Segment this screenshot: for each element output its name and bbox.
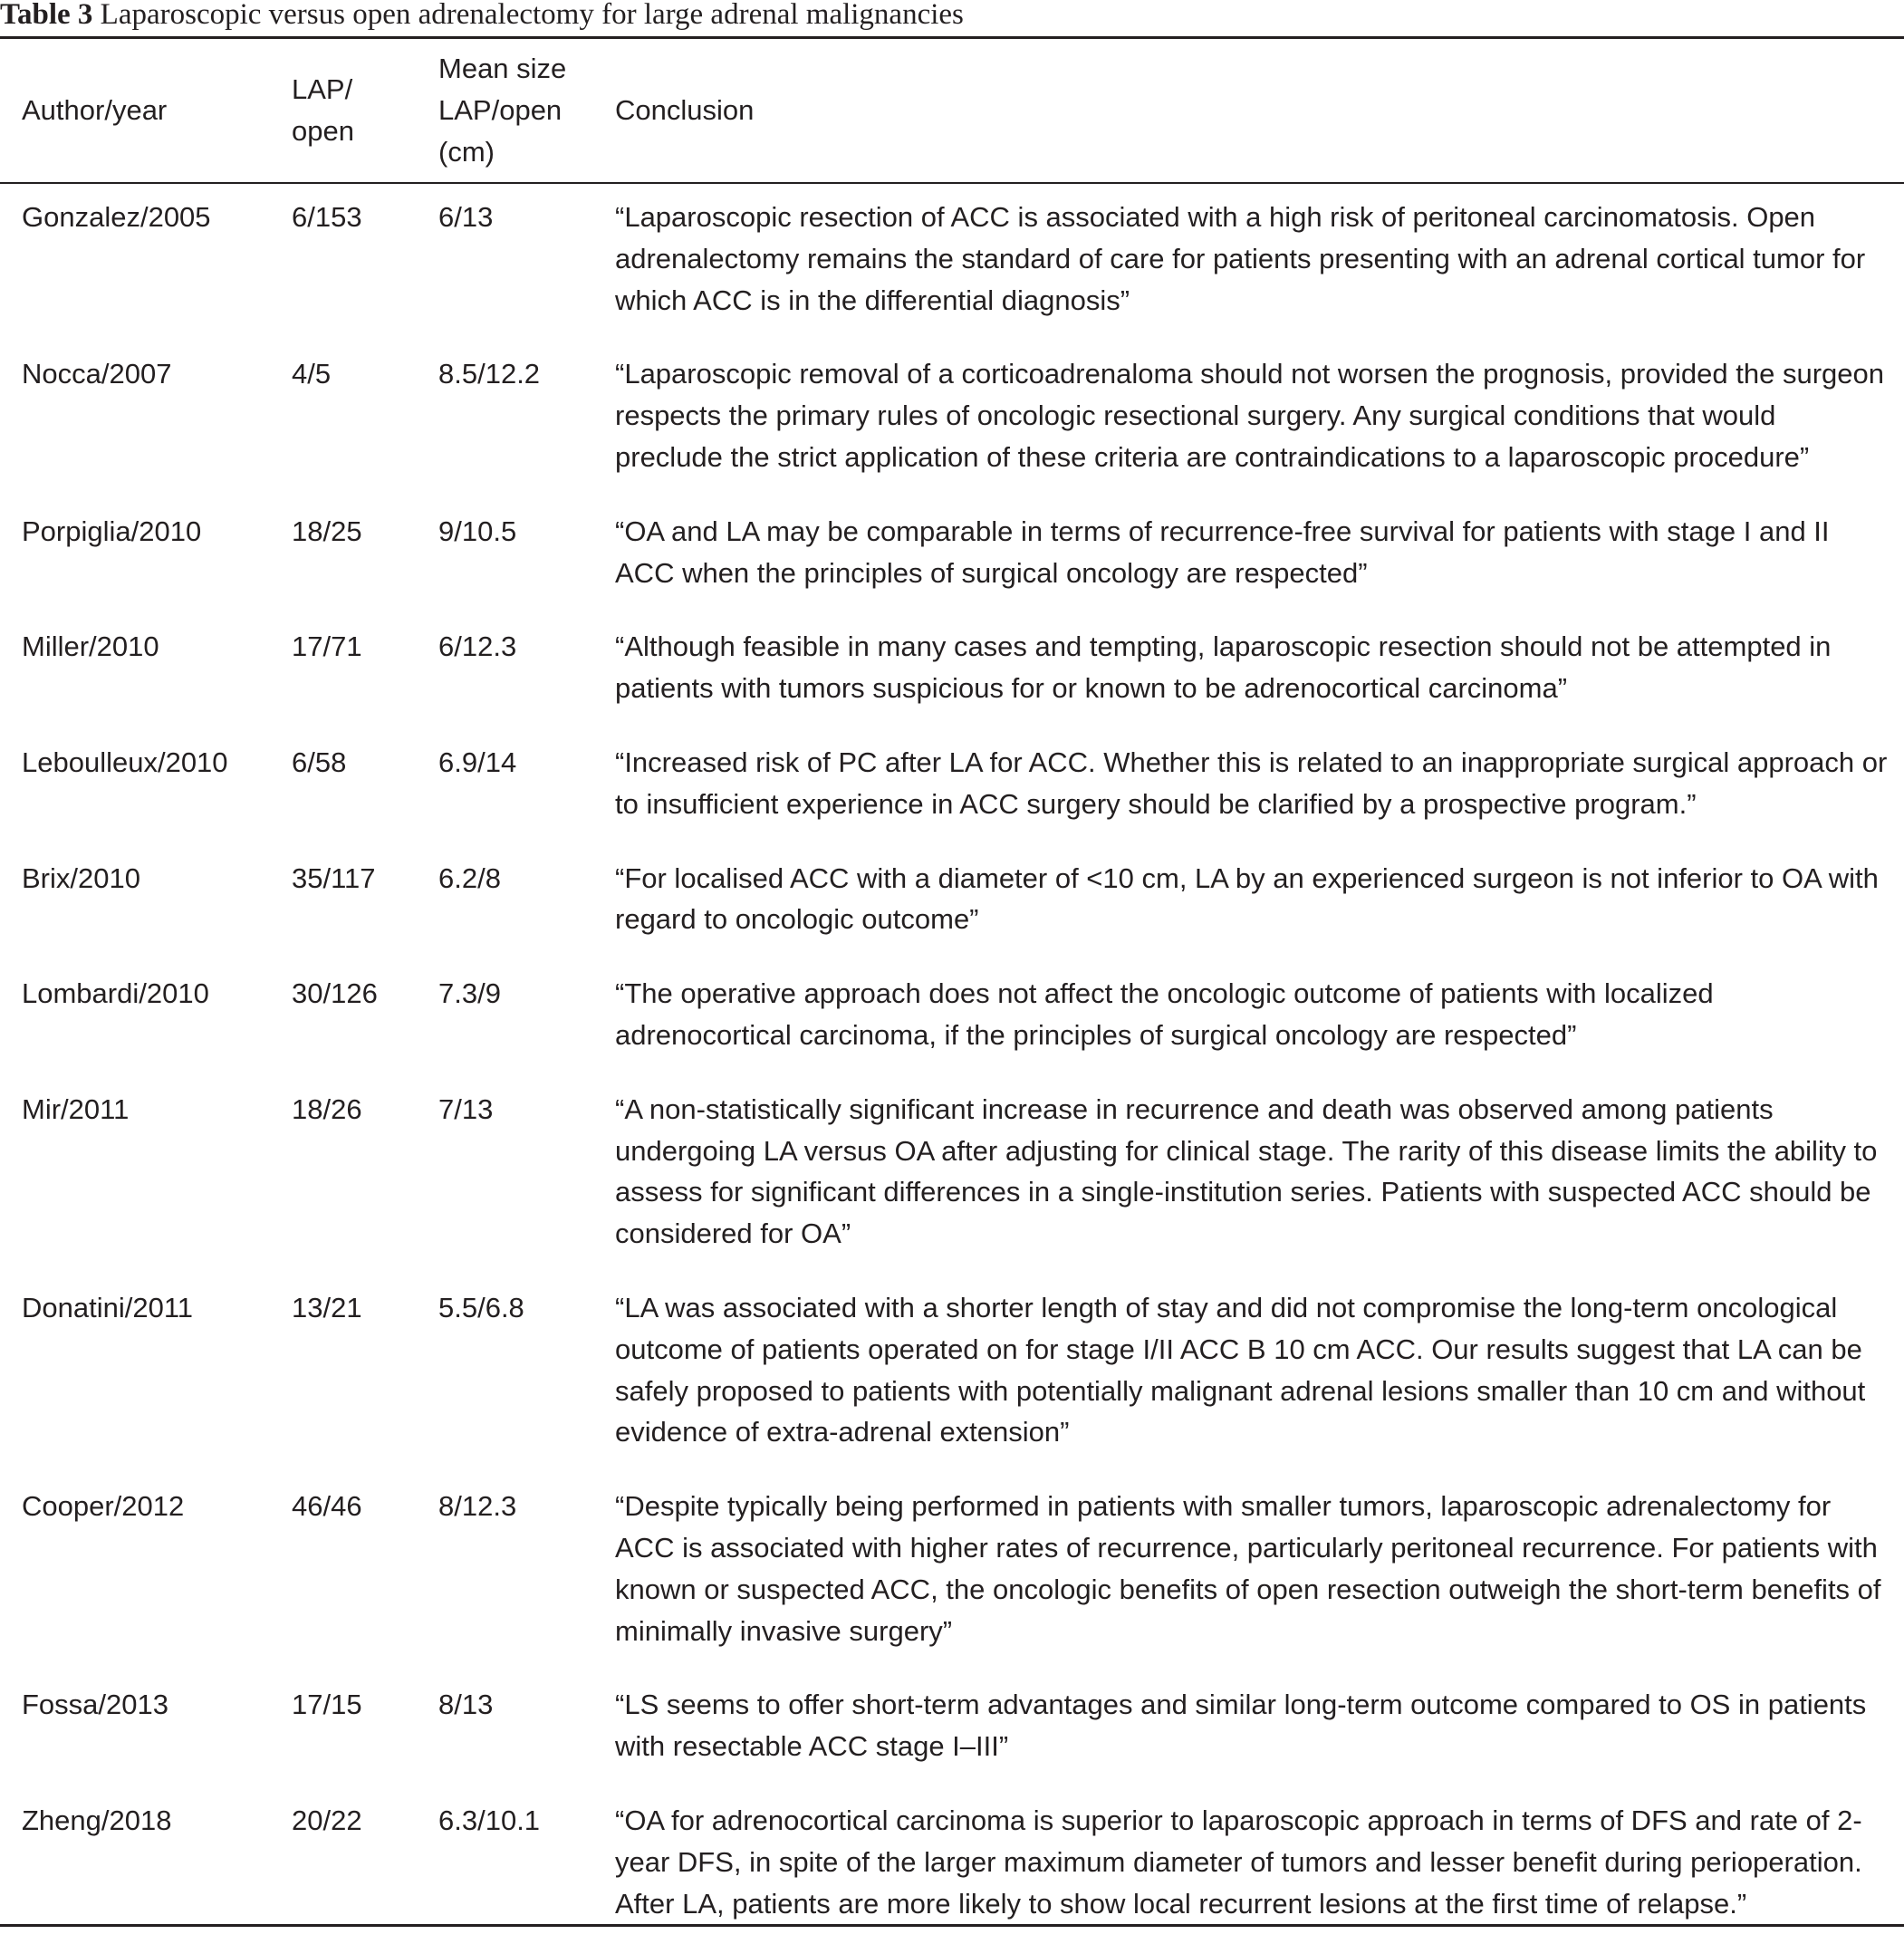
cell-conclusion: “LA was associated with a shorter length of stay and did not compromise the long-term oncological outcome of patients operated on for stage I/II ACC B 10 cm ACC. Our results suggest that LA can be safely proposed to patients with potentially malignant adrenal lesions smaller than 10 cm and without evidence of extra-adrenal extension” — [615, 1291, 1866, 1448]
cell-author: Miller/2010 — [22, 630, 159, 663]
cell-author: Lombardi/2010 — [22, 977, 209, 1010]
cell-conclusion: “Increased risk of PC after LA for ACC. Whether this is related to an inappropriate surgical approach or to insufficient experience in ACC surgery should be clarified by a prospective program.” — [615, 746, 1888, 820]
cell-mean-size: 6/12.3 — [438, 630, 517, 663]
cell-conclusion: “Laparoscopic resection of ACC is associated with a high risk of peritoneal carcinomatosis. Open adrenalectomy remains the standard of care for patients presenting with an adrenal cortical tumor for which ACC is in the differential diagnosis” — [615, 201, 1866, 316]
table-caption-label: Table 3 — [0, 0, 93, 31]
cell-author: Brix/2010 — [22, 861, 140, 894]
table-row — [0, 1275, 1904, 1473]
table-row — [0, 1671, 1904, 1787]
cell-conclusion: “Although feasible in many cases and tempting, laparoscopic resection should not be attempted in patients with tumors suspicious for or known to be adrenocortical carcinoma” — [615, 630, 1832, 705]
cell-mean-size: 7.3/9 — [438, 977, 501, 1010]
cell-lap-open: 6/153 — [292, 201, 362, 233]
cell-lap-open: 46/46 — [292, 1490, 362, 1523]
cell-mean-size: 6.2/8 — [438, 861, 501, 894]
cell-mean-size: 8/13 — [438, 1689, 494, 1721]
table-caption-title: Laparoscopic versus open adrenalectomy for large adrenal malignancies — [100, 0, 964, 31]
table-row — [0, 341, 1904, 497]
table-row — [0, 498, 1904, 614]
table-row — [0, 613, 1904, 729]
cell-mean-size: 8/12.3 — [438, 1490, 517, 1523]
cell-conclusion: “Despite typically being performed in patients with smaller tumors, laparoscopic adrenalectomy for ACC is associated with higher rates of recurrence, particularly peritoneal recurrence. For patients with known or suspected ACC, the oncologic benefits of open resection outweigh the short-term benefits of minimally invasive surgery” — [615, 1490, 1881, 1647]
cell-author: Nocca/2007 — [22, 358, 172, 390]
cell-lap-open: 17/71 — [292, 630, 362, 663]
cell-author: Donatini/2011 — [22, 1291, 194, 1323]
table-body — [0, 182, 1904, 1944]
cell-author: Gonzalez/2005 — [22, 201, 211, 233]
cell-mean-size: 8.5/12.2 — [438, 358, 541, 390]
cell-author: Zheng/2018 — [22, 1804, 172, 1836]
header-row — [0, 39, 1904, 182]
cell-lap-open: 18/26 — [292, 1092, 362, 1125]
cell-conclusion: “LS seems to offer short-term advantages and similar long-term outcome compared to OS in patients with resectable ACC stage I–III” — [615, 1689, 1867, 1763]
table-row — [0, 1473, 1904, 1671]
cell-mean-size: 9/10.5 — [438, 515, 517, 547]
table-caption — [0, 0, 964, 36]
cell-lap-open: 6/58 — [292, 746, 347, 778]
header-mean-size: Mean size LAP/open (cm) — [438, 53, 567, 168]
header-conclusion: Conclusion — [615, 94, 755, 127]
cell-mean-size: 6/13 — [438, 201, 494, 233]
table-row — [0, 729, 1904, 845]
cell-author: Fossa/2013 — [22, 1689, 168, 1721]
cell-author: Mir/2011 — [22, 1092, 130, 1125]
cell-lap-open: 18/25 — [292, 515, 362, 547]
cell-author: Cooper/2012 — [22, 1490, 185, 1523]
table-row — [0, 1787, 1904, 1944]
header-lap-open: LAP/ open — [292, 73, 354, 147]
cell-lap-open: 4/5 — [292, 358, 332, 390]
cell-mean-size: 6.3/10.1 — [438, 1804, 541, 1836]
cell-lap-open: 30/126 — [292, 977, 378, 1010]
table-row — [0, 1076, 1904, 1275]
cell-lap-open: 35/117 — [292, 861, 376, 894]
cell-conclusion: “A non-statistically significant increase in recurrence and death was observed among patients undergoing LA versus OA after adjusting for clinical stage. The rarity of this disease limits the ability to assess for significant differences in a single-institution series. Patients with suspected ACC should be considered for OA” — [615, 1092, 1878, 1250]
cell-conclusion: “For localised ACC with a diameter of <10 cm, LA by an experienced surgeon is not inferior to OA with regard to oncologic outcome” — [615, 861, 1879, 936]
cell-mean-size: 5.5/6.8 — [438, 1291, 524, 1323]
cell-conclusion: “OA and LA may be comparable in terms of recurrence-free survival for patients with stage I and II ACC when the principles of surgical oncology are respected” — [615, 515, 1830, 589]
cell-author: Porpiglia/2010 — [22, 515, 202, 547]
table-row — [0, 960, 1904, 1076]
cell-lap-open: 20/22 — [292, 1804, 362, 1836]
cell-conclusion: “Laparoscopic removal of a corticoadrenaloma should not worsen the prognosis, provided the surgeon respects the primary rules of oncologic resectional surgery. Any surgical conditions that would preclude the strict application of these criteria are contraindications to a laparoscopic procedure” — [615, 358, 1884, 473]
cell-lap-open: 17/15 — [292, 1689, 362, 1721]
table-header — [0, 39, 1904, 182]
cell-author: Leboulleux/2010 — [22, 746, 228, 778]
cell-lap-open: 13/21 — [292, 1291, 362, 1323]
table-row — [0, 845, 1904, 961]
table-row — [0, 182, 1904, 341]
cell-mean-size: 6.9/14 — [438, 746, 517, 778]
cell-conclusion: “The operative approach does not affect the oncologic outcome of patients with localized adrenocortical carcinoma, if the principles of surgical oncology are respected” — [615, 977, 1714, 1051]
data-table — [0, 39, 1904, 1944]
cell-conclusion: “OA for adrenocortical carcinoma is superior to laparoscopic approach in terms of DFS and rate of 2-year DFS, in spite of the larger maximum diameter of tumors and lesser benefit during perioperation. After LA, patients are more likely to show local recurrent lesions at the first time of relapse.” — [615, 1804, 1862, 1920]
header-author-year: Author/year — [22, 94, 168, 127]
cell-mean-size: 7/13 — [438, 1092, 494, 1125]
